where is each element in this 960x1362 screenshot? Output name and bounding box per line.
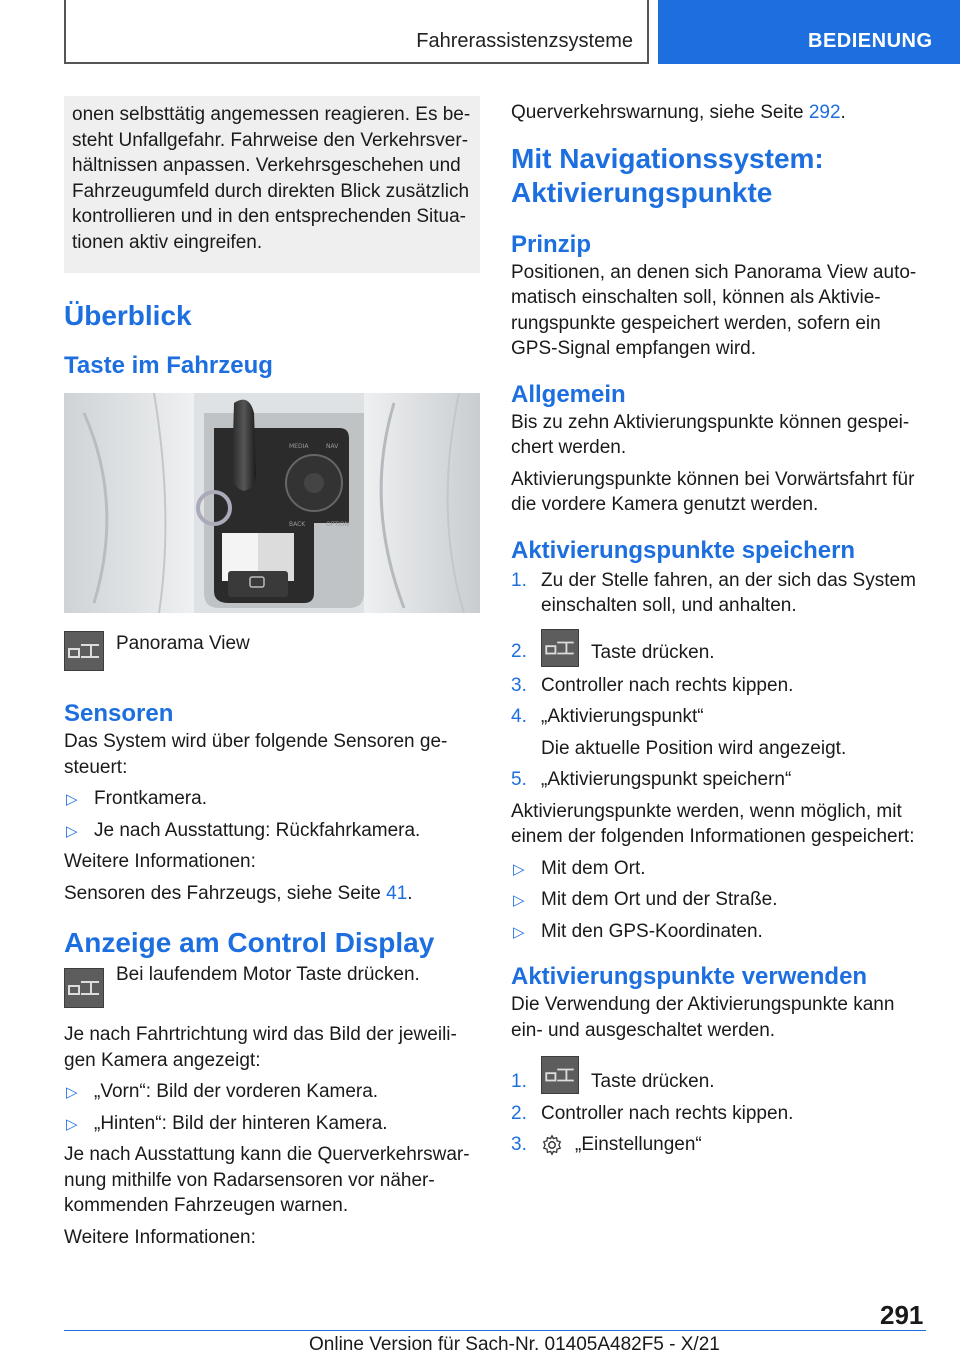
bullet-triangle-icon: ▷ bbox=[66, 822, 78, 840]
list-item: ▷ „Vorn“: Bild der vorderen Kamera. bbox=[64, 1079, 480, 1105]
principle-text: Positionen, an denen sich Panorama View auto-matisch einschalten soll, können als Aktivie-rungspunkte gespeichert werden, sofern ein GPS-Signal empfangen wird. bbox=[511, 261, 917, 359]
display-description: Je nach Fahrtrichtung wird das Bild der jeweili-gen Kamera angezeigt: bbox=[64, 1024, 457, 1071]
general-text-2: Aktivierungspunkte können bei Vorwärtsfahrt für die vordere Kamera genutzt werden. bbox=[511, 468, 915, 515]
list-item: 1. Taste drücken. bbox=[511, 1055, 926, 1095]
save-info-list bbox=[511, 856, 926, 945]
list-item: ▷ Mit dem Ort und der Straße. bbox=[511, 887, 926, 913]
panorama-view-button-row bbox=[64, 631, 480, 671]
panorama-view-icon bbox=[64, 631, 104, 671]
list-item: 5. „Aktivierungspunkt speichern“ bbox=[511, 769, 792, 790]
heading-general: Allgemein bbox=[511, 380, 626, 408]
list-item: 2. Taste drücken. bbox=[511, 625, 926, 667]
heading-save-activation-points: Aktivierungspunkte speichern bbox=[511, 536, 856, 564]
bullet-triangle-icon: ▷ bbox=[513, 892, 525, 909]
list-item: ▷ Mit dem Ort. bbox=[511, 856, 926, 882]
cross-traffic-reference: Querverkehrswarnung, siehe Seite 292. bbox=[511, 102, 846, 123]
warning-box: onen selbsttätig angemessen reagieren. Es be-steht Unfallgefahr. Fahrweise den Verkehrsver-hältnissen anpassen. Verkehrsgeschehen und Fahrzeugumfeld durch direkten Blick zusätzlich kontrollieren und in den entsprechenden Situa-tionen aktiv eingreifen. bbox=[64, 96, 480, 273]
panorama-view-icon bbox=[541, 629, 579, 667]
list-item: ▷ Frontkamera. bbox=[64, 786, 480, 812]
sensors-intro: Das System wird über folgende Sensoren ge-steuert: bbox=[64, 731, 448, 778]
center-console-photo bbox=[64, 393, 480, 613]
use-steps-list bbox=[511, 1055, 926, 1158]
heading-use-activation-points: Aktivierungspunkte verwenden bbox=[511, 963, 868, 990]
save-steps-list bbox=[511, 568, 926, 793]
display-button-instruction: Bei laufendem Motor Taste drücken. bbox=[116, 964, 420, 985]
sensors-reference: Sensoren des Fahrzeugs, siehe Seite 41. bbox=[64, 882, 413, 904]
list-item: 4. „Aktivierungspunkt“ Die aktuelle Position wird angezeigt. bbox=[511, 706, 847, 759]
header-section-box bbox=[64, 0, 649, 64]
list-item: ▷ Je nach Ausstattung: Rückfahrkamera. bbox=[64, 818, 480, 844]
bullet-triangle-icon: ▷ bbox=[513, 860, 525, 878]
list-item: 3. „Einstellungen“ bbox=[511, 1134, 702, 1155]
svg-text:BACK: BACK bbox=[289, 521, 306, 528]
heading-principle: Prinzip bbox=[511, 230, 592, 258]
gear-icon bbox=[541, 1134, 563, 1156]
header-chapter-title: BEDIENUNG bbox=[808, 30, 933, 52]
bullet-triangle-icon: ▷ bbox=[66, 1115, 78, 1133]
center-console-image bbox=[64, 393, 480, 613]
page-link-41[interactable]: 41 bbox=[386, 882, 408, 904]
heading-sensors: Sensoren bbox=[64, 700, 174, 727]
heading-overview: Überblick bbox=[64, 300, 192, 331]
save-info-text: Aktivierungspunkte werden, wenn möglich, mit einem der folgenden Informationen gespeichert: bbox=[511, 800, 915, 847]
heading-navigation-activation-points: Mit Navigationssystem: Aktivierungspunkte bbox=[511, 142, 824, 208]
right-column bbox=[511, 100, 926, 1164]
svg-text:OPTION: OPTION bbox=[326, 521, 349, 528]
list-item: 1. Zu der Stelle fahren, an der sich das System einschalten soll, und anhalten. bbox=[511, 569, 916, 616]
display-button-row bbox=[64, 962, 480, 1008]
use-text: Die Verwendung der Aktivierungspunkte kann ein- und ausgeschaltet werden. bbox=[511, 994, 895, 1041]
bullet-triangle-icon: ▷ bbox=[66, 791, 78, 808]
panorama-view-icon bbox=[541, 1056, 579, 1094]
heading-control-display: Anzeige am Control Display bbox=[64, 927, 435, 958]
page-link-292[interactable]: 292 bbox=[808, 102, 841, 123]
display-list bbox=[64, 1079, 480, 1136]
list-item: ▷ „Hinten“: Bild der hinteren Kamera. bbox=[64, 1111, 480, 1137]
bullet-triangle-icon: ▷ bbox=[66, 1084, 78, 1101]
footer-divider bbox=[64, 1330, 926, 1331]
svg-text:NAV: NAV bbox=[326, 443, 339, 450]
svg-text:MEDIA: MEDIA bbox=[289, 443, 309, 450]
left-column bbox=[64, 100, 480, 1256]
footer-online-version: Online Version für Sach-Nr. 01405A482F5 - X/21 bbox=[309, 1334, 720, 1355]
header-chapter-tab[interactable] bbox=[658, 0, 960, 64]
sensors-list bbox=[64, 786, 480, 843]
list-item: 3. Controller nach rechts kippen. bbox=[511, 674, 794, 696]
panorama-view-caption: Panorama View bbox=[116, 633, 250, 654]
list-item: 2. Controller nach rechts kippen. bbox=[511, 1102, 794, 1124]
general-text-1: Bis zu zehn Aktivierungspunkte können gespei-chert werden. bbox=[511, 411, 910, 458]
header-section-title: Fahrerassistenzsysteme bbox=[416, 30, 633, 52]
page-number: 291 bbox=[880, 1300, 924, 1330]
bullet-triangle-icon: ▷ bbox=[513, 923, 525, 941]
heading-button-in-vehicle: Taste im Fahrzeug bbox=[64, 352, 273, 379]
panorama-view-icon bbox=[64, 968, 104, 1008]
more-info-label: Weitere Informationen: bbox=[64, 851, 256, 872]
cross-traffic-text: Je nach Ausstattung kann die Querverkehrswar-nung mithilfe von Radarsensoren vor näher-kommenden Fahrzeugen warnen. bbox=[64, 1144, 470, 1216]
list-item: ▷ Mit den GPS-Koordinaten. bbox=[511, 919, 926, 945]
more-info-label: Weitere Informationen: bbox=[64, 1226, 256, 1248]
